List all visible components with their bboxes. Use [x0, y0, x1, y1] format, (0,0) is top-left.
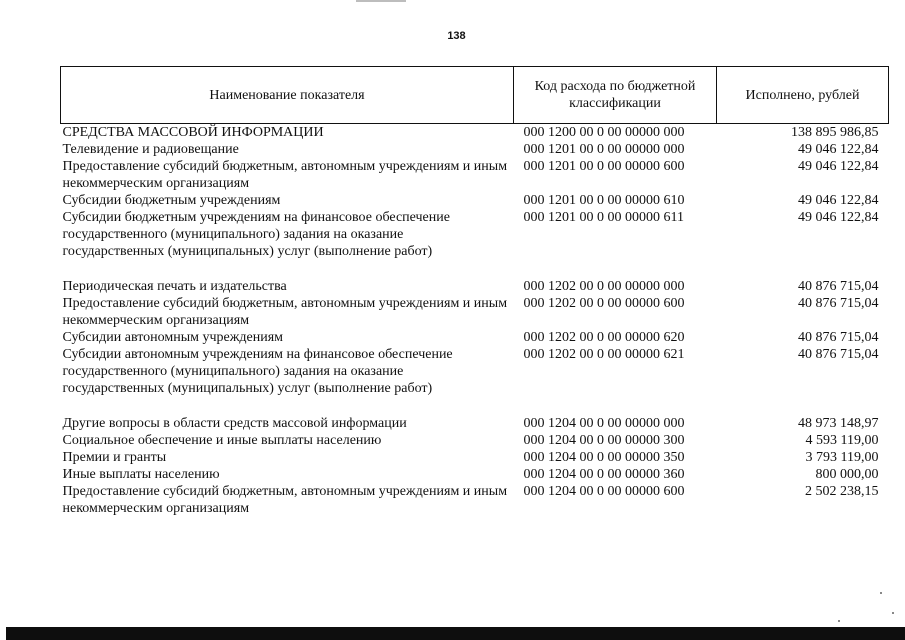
row-code: 000 1201 00 0 00 00000 000: [523, 142, 685, 157]
scan-speck: [892, 612, 894, 614]
table-row: [61, 329, 889, 346]
table-row: [61, 124, 889, 142]
row-name: Субсидии автономным учреждениям: [62, 330, 284, 345]
row-code: 000 1204 00 0 00 00000 360: [523, 467, 685, 482]
header-amount: Исполнено, рублей: [717, 67, 889, 124]
table-row: [61, 449, 889, 466]
row-name: Предоставление субсидий бюджетным, автономным учреждениям и иным некоммерческим организациям: [62, 484, 508, 516]
row-amount: 40 876 715,04: [798, 279, 879, 294]
row-amount: 49 046 122,84: [798, 142, 879, 157]
row-amount: 49 046 122,84: [798, 159, 879, 174]
row-name: Субсидии бюджетным учреждениям на финансовое обеспечение государственного (муниципального) задания на оказание государственных (муниципальных) услуг (выполнение работ): [62, 210, 450, 259]
row-name: Субсидии автономным учреждениям на финансовое обеспечение государственного (муниципального) задания на оказание государственных (муниципальных) услуг (выполнение работ): [62, 347, 453, 396]
header-code: Код расхода по бюджетной классификации: [514, 67, 717, 124]
row-code: 000 1202 00 0 00 00000 620: [523, 330, 685, 345]
table-row: [61, 483, 889, 517]
row-code: 000 1200 00 0 00 00000 000: [523, 125, 685, 140]
row-name: Иные выплаты населению: [62, 467, 220, 482]
row-code: 000 1202 00 0 00 00000 000: [523, 279, 685, 294]
table-row: [61, 432, 889, 449]
page-number: 138: [447, 30, 466, 42]
row-name: Премии и гранты: [62, 450, 167, 465]
row-amount: 3 793 119,00: [805, 450, 879, 465]
row-code: 000 1202 00 0 00 00000 621: [523, 347, 685, 362]
row-code: 000 1201 00 0 00 00000 611: [523, 210, 684, 225]
row-code: 000 1201 00 0 00 00000 600: [523, 159, 685, 174]
row-code: 000 1204 00 0 00 00000 600: [523, 484, 685, 499]
table-row: [61, 397, 889, 432]
row-name: Другие вопросы в области средств массовой информации: [62, 416, 407, 431]
row-amount: 2 502 238,15: [805, 484, 879, 499]
row-amount: 49 046 122,84: [798, 193, 879, 208]
table-row: [61, 260, 889, 295]
table-row: [61, 209, 889, 260]
row-name: Субсидии бюджетным учреждениям: [62, 193, 281, 208]
row-amount: 138 895 986,85: [791, 125, 879, 140]
row-name: Социальное обеспечение и иные выплаты населению: [62, 433, 382, 448]
row-code: 000 1204 00 0 00 00000 000: [523, 416, 685, 431]
row-name: Телевидение и радиовещание: [62, 142, 239, 157]
table-row: [61, 466, 889, 483]
table-row: [61, 295, 889, 329]
table-row: [61, 192, 889, 209]
table-row: [61, 346, 889, 397]
row-name: Предоставление субсидий бюджетным, автономным учреждениям и иным некоммерческим организациям: [62, 296, 508, 328]
table-header-row: [61, 67, 889, 124]
row-amount: 40 876 715,04: [798, 347, 879, 362]
scan-edge-bar: [6, 627, 905, 640]
row-amount: 800 000,00: [815, 467, 879, 482]
scan-speck: [880, 592, 882, 594]
row-amount: 49 046 122,84: [798, 210, 879, 225]
row-code: 000 1204 00 0 00 00000 300: [523, 433, 685, 448]
row-code: 000 1204 00 0 00 00000 350: [523, 450, 685, 465]
row-name: Периодическая печать и издательства: [62, 279, 287, 294]
row-name: СРЕДСТВА МАССОВОЙ ИНФОРМАЦИИ: [62, 125, 324, 140]
header-name: Наименование показателя: [61, 67, 514, 124]
row-name: Предоставление субсидий бюджетным, автономным учреждениям и иным некоммерческим организациям: [62, 159, 508, 191]
row-code: 000 1201 00 0 00 00000 610: [523, 193, 685, 208]
row-amount: 40 876 715,04: [798, 330, 879, 345]
row-amount: 4 593 119,00: [805, 433, 879, 448]
row-code: 000 1202 00 0 00 00000 600: [523, 296, 685, 311]
row-amount: 40 876 715,04: [798, 296, 879, 311]
row-amount: 48 973 148,97: [798, 416, 879, 431]
table-row: [61, 158, 889, 192]
scan-speck: [838, 620, 840, 622]
scan-mark: [356, 0, 406, 2]
budget-table: [60, 66, 889, 517]
table-row: [61, 141, 889, 158]
